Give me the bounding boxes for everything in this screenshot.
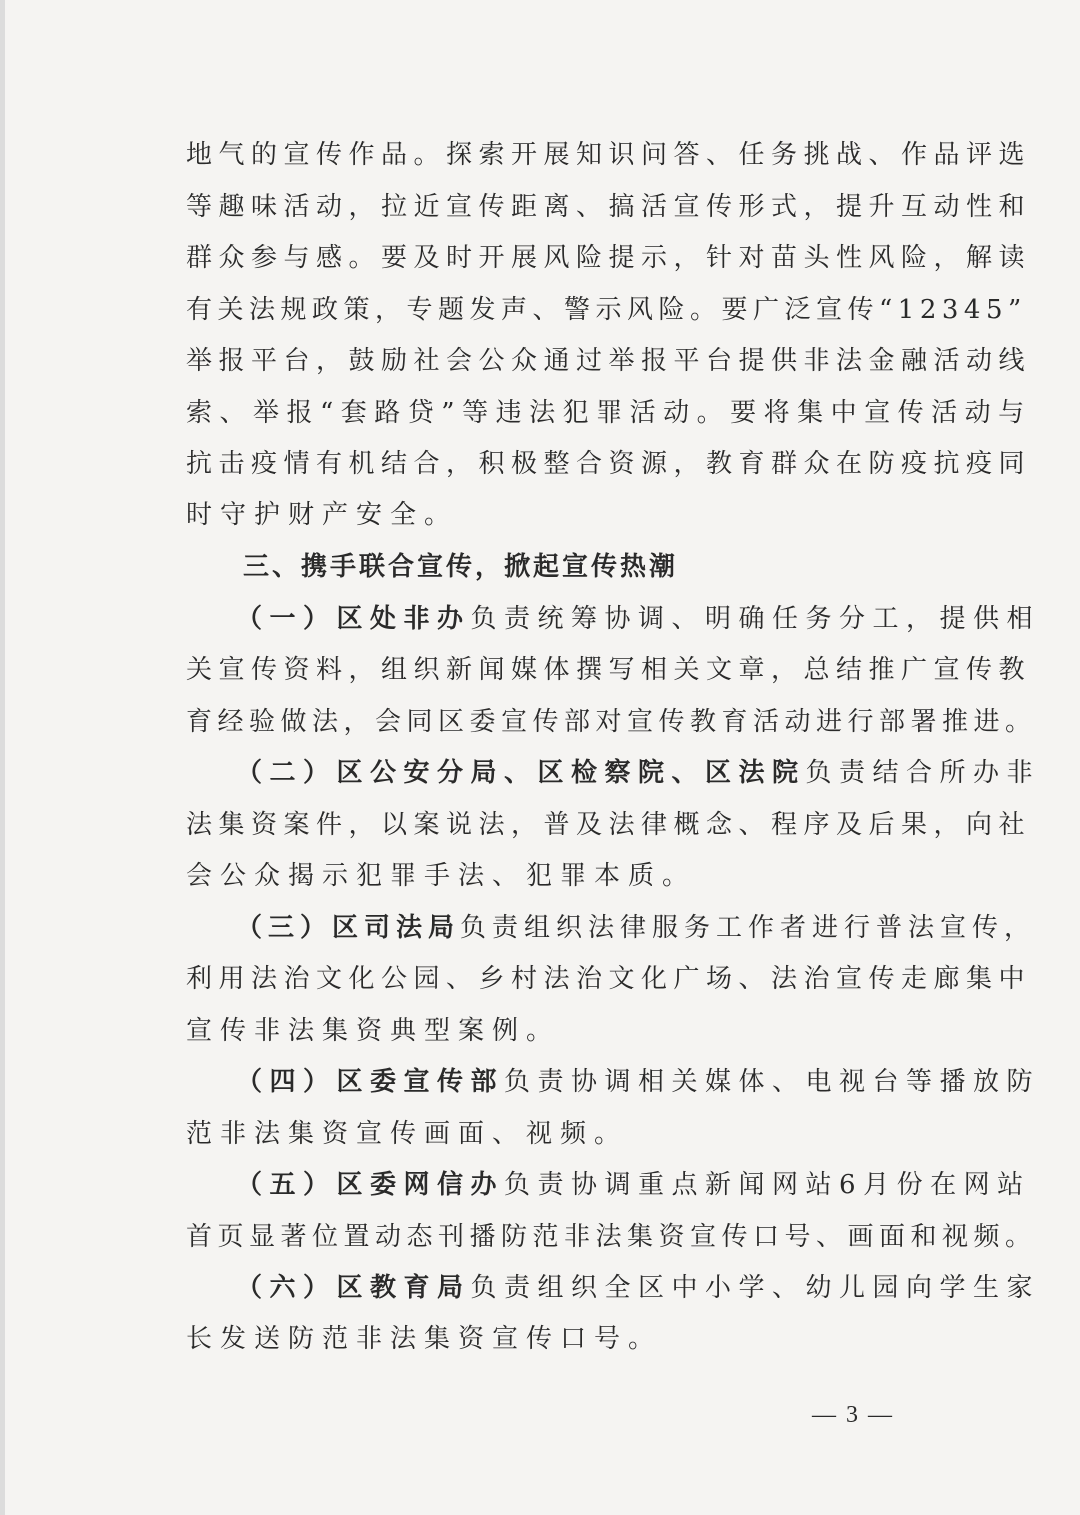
item-number: （四） (236, 1067, 337, 1097)
item-number: （三） (236, 913, 333, 943)
item-first-line (236, 1271, 1041, 1305)
body-line: 时守护财产安全。 (186, 500, 459, 530)
item-line: 宣传非法集资典型案例。 (186, 1016, 561, 1046)
item-text: 负责协调相关媒体、电视台等播放防 (504, 1067, 1041, 1097)
body-line: 等趣味活动，拉近宣传距离、搞活宣传形式，提升互动性和 (186, 192, 1032, 222)
item-line: 关宣传资料，组织新闻媒体撰写相关文章，总结推广宣传教 (186, 655, 1032, 685)
item-line: 范非法集资宣传画面、视频。 (186, 1119, 629, 1149)
body-line: 索、举报“套路贷”等违法犯罪活动。要将集中宣传活动与 (186, 398, 1032, 428)
body-line: 群众参与感。要及时开展风险提示，针对苗头性风险，解读 (186, 243, 1032, 273)
page-edge (0, 0, 5, 1515)
section-heading: 三、携手联合宣传，掀起宣传热潮 (243, 552, 679, 582)
item-text: 负责协调重点新闻网站6月份在网站 (504, 1170, 1031, 1200)
item-line: 育经验做法，会同区委宣传部对宣传教育活动进行部署推进。 (186, 707, 1037, 737)
item-number: （五） (236, 1170, 337, 1200)
item-unit: 区委宣传部 (336, 1067, 505, 1097)
item-text: 负责组织全区中小学、幼儿园向学生家 (470, 1273, 1041, 1303)
item-number: （六） (236, 1273, 337, 1303)
item-line: 利用法治文化公园、乡村法治文化广场、法治宣传走廊集中 (186, 964, 1032, 994)
item-text: 负责统筹协调、明确任务分工，提供相 (470, 604, 1041, 634)
item-unit: 区委网信办 (336, 1170, 505, 1200)
body-line: 地气的宣传作品。探索开展知识问答、任务挑战、作品评选 (186, 140, 1032, 170)
item-unit: 区司法局 (332, 913, 461, 943)
item-first-line (236, 756, 1041, 790)
item-line: 法集资案件，以案说法，普及法律概念、程序及后果，向社 (186, 810, 1032, 840)
item-line: 会公众揭示犯罪手法、犯罪本质。 (186, 861, 697, 891)
body-line: 有关法规政策，专题发声、警示风险。要广泛宣传“12345” (186, 295, 1027, 325)
item-line: 长发送防范非法集资宣传口号。 (186, 1324, 663, 1354)
body-line: 抗击疫情有机结合，积极整合资源，教育群众在防疫抗疫同 (186, 449, 1032, 479)
item-text: 负责结合所办非 (805, 758, 1041, 788)
item-first-line (236, 1065, 1041, 1099)
item-first-line (236, 1168, 1031, 1202)
item-unit: 区教育局 (336, 1273, 471, 1303)
item-number: （二） (236, 758, 337, 788)
item-line: 首页显著位置动态刊播防范非法集资宣传口号、画面和视频。 (186, 1222, 1037, 1252)
item-number: （一） (236, 604, 337, 634)
item-unit: 区处非办 (336, 604, 471, 634)
item-unit: 区公安分局、区检察院、区法院 (336, 758, 806, 788)
item-text: 负责组织法律服务工作者进行普法宣传， (460, 913, 1037, 943)
item-first-line (236, 911, 1037, 945)
body-line: 举报平台，鼓励社会公众通过举报平台提供非法金融活动线 (186, 346, 1032, 376)
page-number: — 3 — (812, 1402, 894, 1428)
item-first-line (236, 602, 1041, 636)
